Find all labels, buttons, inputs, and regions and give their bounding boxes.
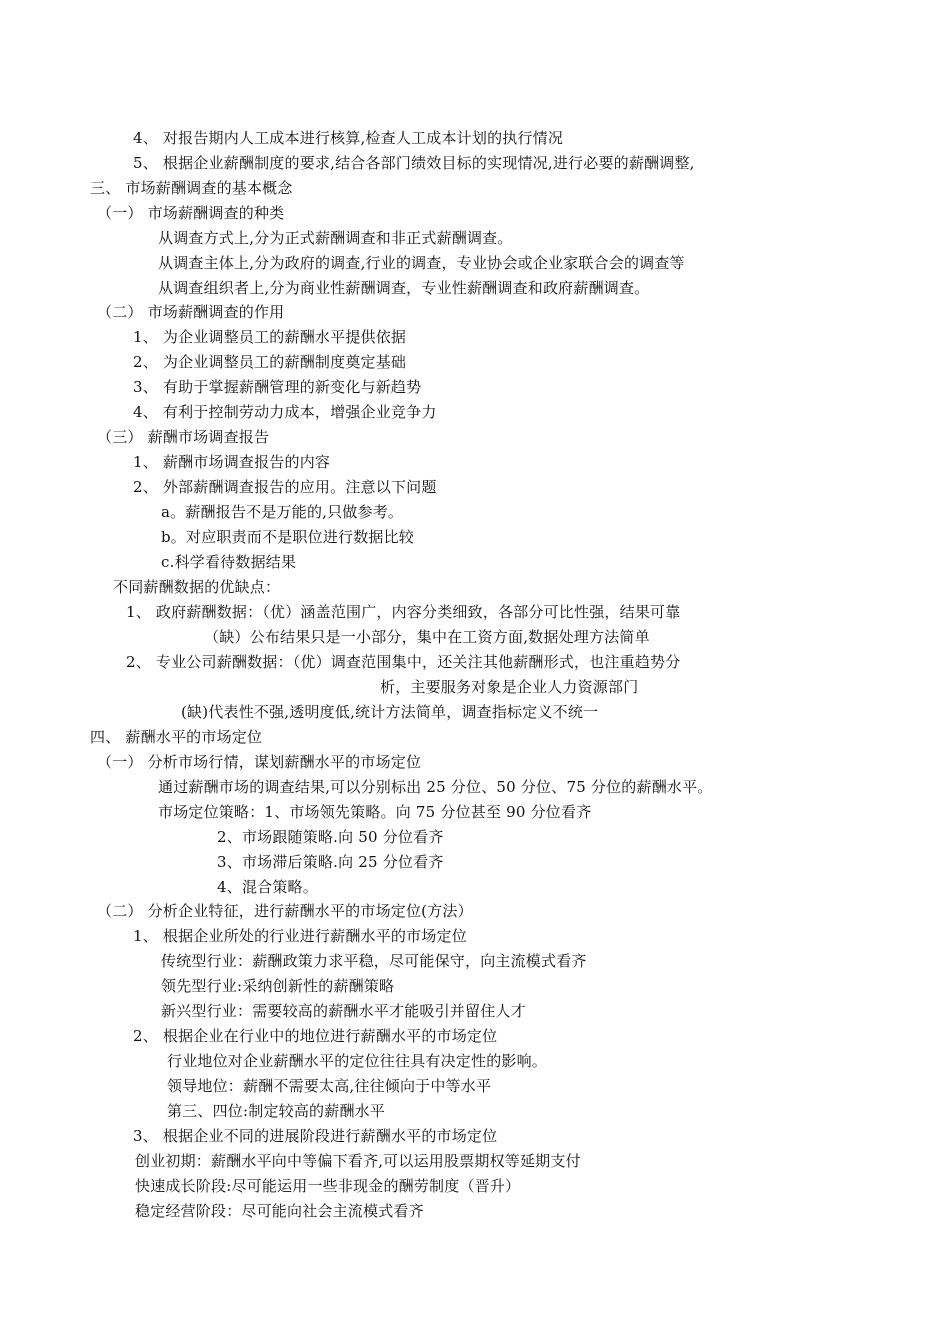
text-line: 4、 对报告期内人工成本进行核算,检查人工成本计划的执行情况 (133, 129, 564, 147)
text-line: 5、 根据企业薪酬制度的要求,结合各部门绩效目标的实现情况,进行必要的薪酬调整, (133, 154, 695, 172)
text-line: 领导地位：薪酬不需要太高,往往倾向于中等水平 (167, 1077, 492, 1095)
list-item: 2、 专业公司薪酬数据：（优）调查范围集中，还关注其他薪酬形式，也注重趋势分 (126, 653, 681, 671)
text-line: 析，主要服务对象是企业人力资源部门 (380, 678, 639, 696)
list-item: 3、 根据企业不同的进展阶段进行薪酬水平的市场定位 (133, 1127, 498, 1145)
list-item: 2、 根据企业在行业中的地位进行薪酬水平的市场定位 (133, 1027, 498, 1045)
text-line: 从调查主体上,分为政府的调查,行业的调查，专业协会或企业家联合会的调查等 (158, 254, 685, 272)
text-line: 从调查组织者上,分为商业性薪酬调查，专业性薪酬调查和政府薪酬调查。 (158, 279, 650, 297)
text-line: 通过薪酬市场的调查结果,可以分别标出 25 分位、50 分位、75 分位的薪酬水平。 (158, 778, 713, 796)
subsection-heading: （一） 分析市场行情，谋划薪酬水平的市场定位 (97, 753, 422, 771)
subsection-heading: （一） 市场薪酬调查的种类 (97, 204, 285, 222)
text-line: 创业初期：薪酬水平向中等偏下看齐,可以运用股票期权等延期支付 (135, 1152, 581, 1170)
list-item: 4、混合策略。 (217, 878, 318, 896)
subsection-heading: （二） 市场薪酬调查的作用 (97, 303, 285, 321)
list-item: b。对应职责而不是职位进行数据比较 (161, 528, 415, 546)
subsection-heading: （三） 薪酬市场调查报告 (97, 428, 270, 446)
text-line: （缺）公布结果只是一小部分，集中在工资方面,数据处理方法简单 (204, 628, 650, 646)
list-item: 1、 根据企业所处的行业进行薪酬水平的市场定位 (133, 927, 467, 945)
text-line: 稳定经营阶段：尽可能向社会主流模式看齐 (135, 1202, 424, 1220)
subsection-heading: （二） 分析企业特征，进行薪酬水平的市场定位(方法） (97, 902, 473, 920)
list-item: 4、 有利于控制劳动力成本，增强企业竞争力 (133, 403, 437, 421)
text-line: 第三、四位:制定较高的薪酬水平 (167, 1102, 386, 1120)
list-item: 1、 薪酬市场调查报告的内容 (133, 453, 331, 471)
text-line: 传统型行业：薪酬政策力求平稳，尽可能保守，向主流模式看齐 (161, 952, 587, 970)
text-line: 市场定位策略：1、市场领先策略。向 75 分位甚至 90 分位看齐 (158, 803, 592, 821)
list-item: 1、 政府薪酬数据：（优）涵盖范围广，内容分类细致，各部分可比性强，结果可靠 (126, 603, 681, 621)
section-heading: 三、 市场薪酬调查的基本概念 (90, 179, 293, 197)
text-line: 不同薪酬数据的优缺点： (113, 578, 281, 596)
text-line: (缺)代表性不强,透明度低,统计方法简单，调查指标定义不统一 (181, 703, 599, 721)
list-item: 2、市场跟随策略.向 50 分位看齐 (217, 828, 444, 846)
list-item: 1、 为企业调整员工的薪酬水平提供依据 (133, 328, 407, 346)
text-line: 快速成长阶段:尽可能运用一些非现金的酬劳制度（晋升） (135, 1177, 521, 1195)
section-heading: 四、 薪酬水平的市场定位 (90, 728, 263, 746)
list-item: 2、 为企业调整员工的薪酬制度奠定基础 (133, 353, 407, 371)
list-item: 3、市场滞后策略.向 25 分位看齐 (217, 853, 444, 871)
list-item: a。薪酬报告不是万能的,只做参考。 (161, 503, 404, 521)
list-item: c.科学看待数据结果 (161, 553, 297, 571)
text-line: 从调查方式上,分为正式薪酬调查和非正式薪酬调查。 (158, 229, 513, 247)
text-line: 领先型行业:采纳创新性的薪酬策略 (161, 977, 395, 995)
text-line: 行业地位对企业薪酬水平的定位往往具有决定性的影响。 (167, 1052, 548, 1070)
list-item: 2、 外部薪酬调查报告的应用。注意以下问题 (133, 478, 437, 496)
text-line: 新兴型行业：需要较高的薪酬水平才能吸引并留住人才 (161, 1002, 526, 1020)
list-item: 3、 有助于掌握薪酬管理的新变化与新趋势 (133, 378, 422, 396)
